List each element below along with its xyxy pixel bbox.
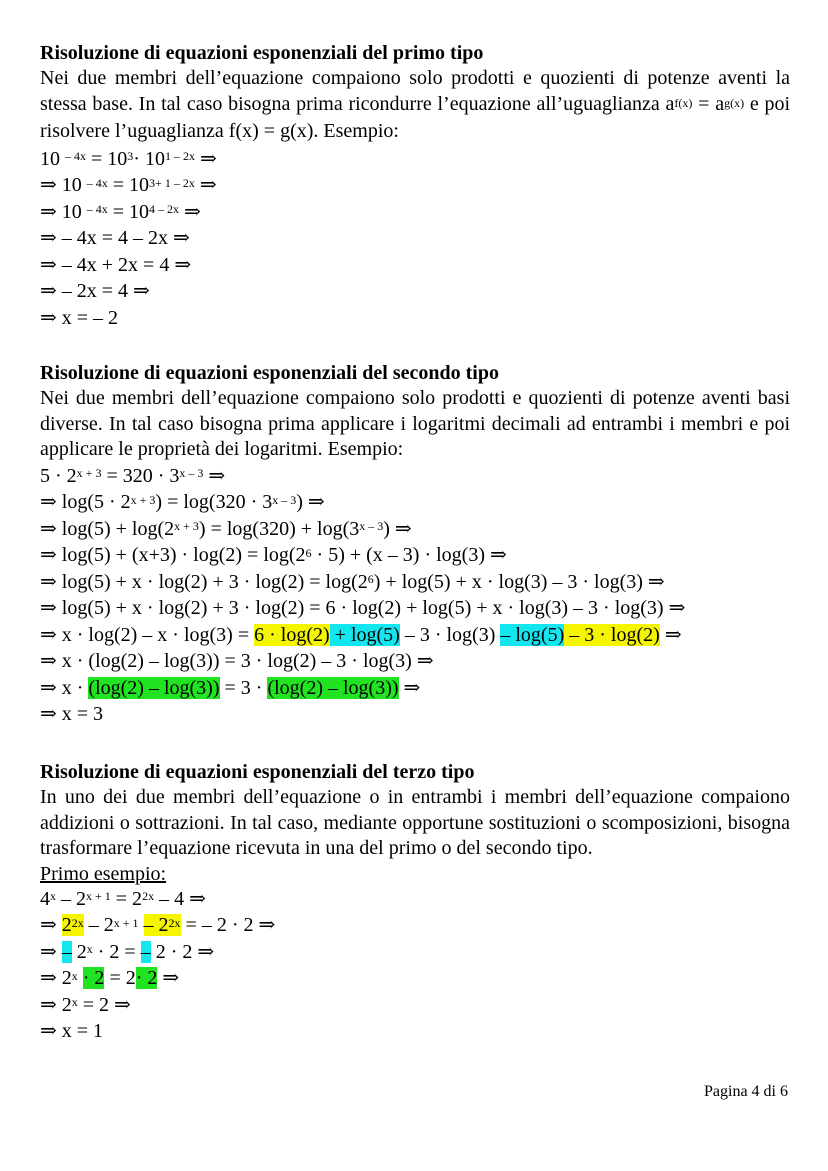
- equation-line: ⇒ x · (log(2) – log(3)) = 3 · (log(2) – log(3)) ⇒: [40, 676, 421, 699]
- equation-line: ⇒ 10 $^{- 4x} = 10^{4 - 2x}$ ⇒: [40, 200, 201, 223]
- highlight-green: · 2: [82, 967, 105, 989]
- equation-line: ⇒ $2^{2x} - 2^{x + 1} - 2^{2x}$ = – 2 · 2 ⇒: [40, 914, 276, 936]
- section-paragraph: Nei due membri dell’equazione compaiono solo prodotti e quozienti di potenze aventi la stessa base. In tal caso bisogna prima ricondurre l’equazione all’uguaglianza $a^{f(x)} = a^{g(x)}$ e poi risolvere l’uguaglianza f(x) = g(x). Esempio:: [40, 67, 791, 142]
- equation-line: 10 $^{- 4x} = 10^3\cdot 10^{1 - 2x}$ ⇒: [40, 147, 217, 170]
- highlight-green: · 2: [135, 967, 158, 989]
- section-title: Risoluzione di equazioni esponenziali del terzo tipo: [40, 761, 475, 783]
- equation-line: ⇒ – 4x + 2x = 4 ⇒: [40, 253, 192, 276]
- highlight-cyan: –: [140, 940, 151, 963]
- highlight-yellow: $2^{2x}$: [61, 914, 84, 936]
- section-third-type: [40, 759, 790, 1045]
- highlight-yellow: 6 · log(2): [254, 623, 330, 646]
- equation-line: ⇒ x · log(2) – x · log(3) = 6 · log(2) + log(5) – 3 · log(3) – log(5) – 3 · log(2) ⇒: [40, 623, 682, 646]
- highlight-green: (log(2) – log(3)): [88, 676, 220, 699]
- equation-line: ⇒ $2^x = 2$ ⇒: [40, 993, 131, 1016]
- equation-line: ⇒ $\log(5) + (x+3) \cdot \log(2) = \log(2^6 \cdot 5) + (x - 3) \cdot \log(3)$ ⇒: [40, 544, 507, 566]
- equation-line: ⇒ $\log(5) + x \cdot \log(2) + 3 \cdot \log(2) = \log(2^6) + \log(5) + x \cdot \log(3) - 3 \cdot \log(3)$ ⇒: [40, 570, 665, 593]
- equation-line: ⇒ x · (log(2) – log(3)) = 3 · log(2) – 3 · log(3) ⇒: [40, 650, 434, 672]
- equation-line: ⇒ – 2x = 4 ⇒: [40, 280, 150, 302]
- highlight-cyan: –: [61, 940, 72, 963]
- highlight-green: (log(2) – log(3)): [267, 676, 399, 699]
- equation-line: ⇒ – $2^x \cdot 2$ = – 2 · 2 ⇒: [40, 940, 215, 963]
- highlight-yellow: – 3 · log(2): [564, 623, 660, 646]
- section-paragraph: Nei due membri dell’equazione compaiono solo prodotti e quozienti di potenze aventi basi diverse. In tal caso bisogna prima applicare i logaritmi decimali ad entrambi i membri e poi applicare le proprietà dei logaritmi. Esempio:: [40, 387, 790, 460]
- page-number: Pagina 4 di 6: [704, 1083, 788, 1100]
- section-title: Risoluzione di equazioni esponenziali del primo tipo: [40, 42, 484, 64]
- equation-line: ⇒ x = 1: [40, 1020, 104, 1042]
- highlight-cyan: – log(5): [500, 623, 565, 646]
- equation-line: ⇒ $\log(5 \cdot 2^{x + 3}) = \log(320 \cdot 3^{x - 3})$ ⇒: [40, 491, 325, 513]
- equation-line: ⇒ 10 $^{- 4x} = 10^{3+ 1 - 2x}$ ⇒: [40, 174, 217, 196]
- equation-line: ⇒ – 4x = 4 – 2x ⇒: [40, 227, 190, 249]
- equation-line: $4^x - 2^{x + 1} = 2^{2x} - 4$ ⇒: [40, 887, 206, 910]
- equation-line: ⇒ x = 3: [40, 703, 104, 725]
- equation-line: ⇒ log(5) + x · log(2) + 3 · log(2) = 6 · log(2) + log(5) + x · log(3) – 3 · log(3) ⇒: [40, 597, 686, 619]
- example-subtitle: Primo esempio:: [40, 862, 167, 885]
- equation-line: $5 \cdot 2^{x + 3} = 320 \cdot 3^{x - 3}$ ⇒: [40, 464, 226, 487]
- section-title: Risoluzione di equazioni esponenziali del secondo tipo: [40, 362, 499, 384]
- equation-line: ⇒ x = – 2: [40, 306, 119, 329]
- highlight-cyan: + log(5): [329, 623, 400, 646]
- equation-line: ⇒ 2$^x$ · 2 = 2· 2 ⇒: [40, 967, 180, 989]
- section-first-type: [40, 40, 790, 331]
- highlight-yellow: – $2^{2x}$: [143, 914, 181, 936]
- equation-line: ⇒ $\log(5) + \log(2^{x + 3}) = \log(320) + \log(3^{x - 3})$ ⇒: [40, 517, 412, 540]
- section-second-type: [40, 360, 790, 728]
- section-paragraph: In uno dei due membri dell’equazione o in entrambi i membri dell’equazione compaiono addizioni o sottrazioni. In tal caso, mediante opportune sostituzioni o scomposizioni, bisogna trasformare l’equazione ricevuta in una del primo o del secondo tipo.: [40, 786, 790, 859]
